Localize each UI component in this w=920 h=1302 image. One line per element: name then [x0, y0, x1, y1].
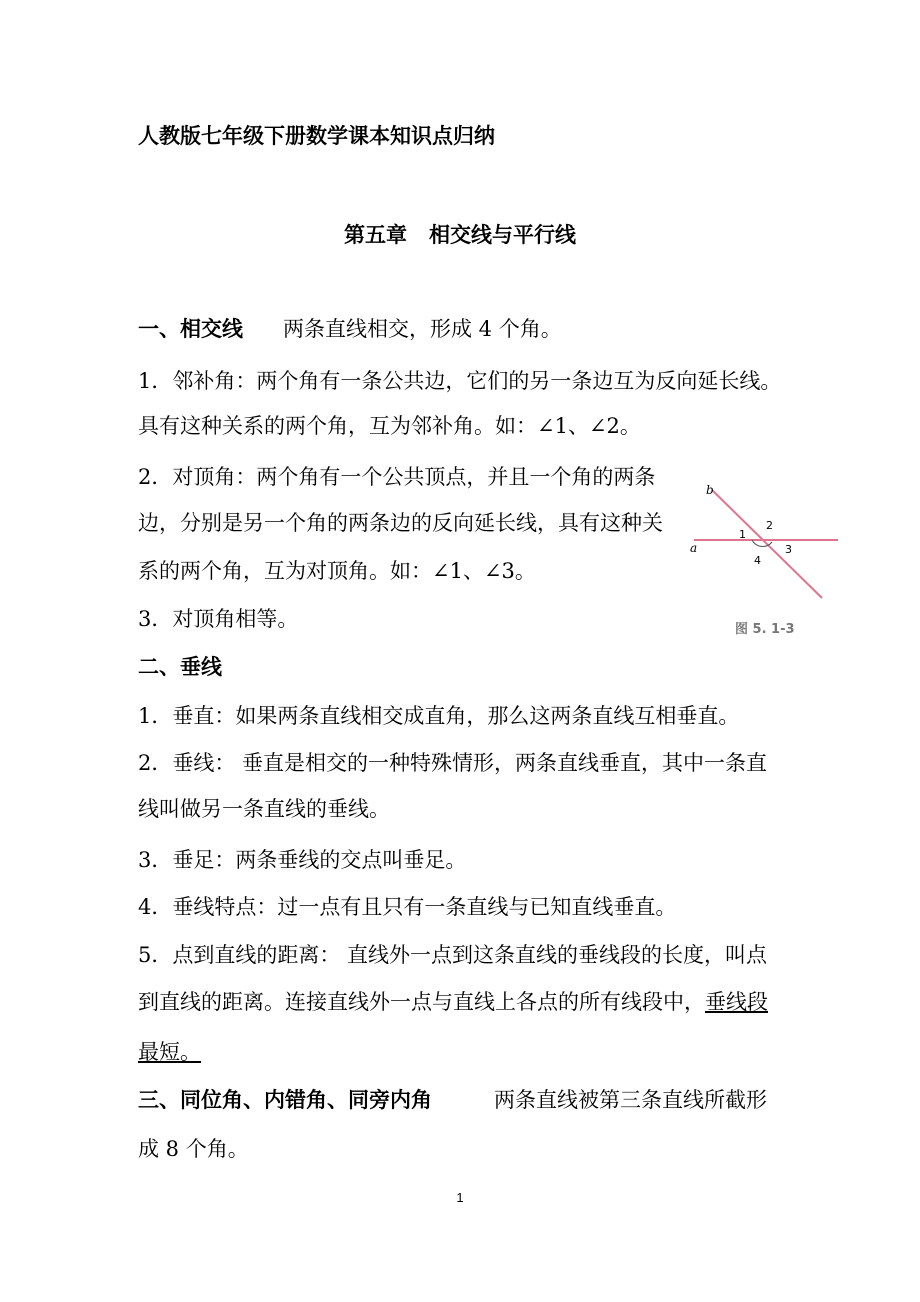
section-1-heading: 一、相交线: [138, 317, 243, 341]
section-3-intro: 两条直线被第三条直线所截形: [494, 1088, 767, 1112]
item-vertical-angles: 2．对顶角：两个角有一个公共顶点，并且一个角的两条: [138, 465, 656, 489]
angle-4-label: 4: [754, 554, 761, 567]
item-perpendicular-property: 4．垂线特点：过一点有且只有一条直线与已知直线垂直。: [138, 895, 677, 919]
document-title: 人教版七年级下册数学课本知识点归纳: [138, 124, 495, 148]
distance-text: 到直线的距离。连接直线外一点与直线上各点的所有线段中，: [138, 990, 705, 1014]
item-vertical-angles-equal: 3．对顶角相等。: [138, 607, 299, 631]
item-perpendicular-line-cont: 线叫做另一条直线的垂线。: [138, 797, 390, 821]
label-a: a: [690, 541, 698, 555]
chapter-number: 第五章: [344, 223, 407, 247]
chapter-heading: [0, 220, 920, 250]
chapter-title: 相交线与平行线: [429, 223, 576, 247]
figure-caption: 图 5. 1-3: [735, 622, 795, 637]
intersecting-lines-figure: [682, 478, 842, 638]
item-perpendicular: 1．垂直：如果两条直线相交成直角，那么这两条直线互相垂直。: [138, 704, 740, 728]
angle-2-label: 2: [766, 519, 773, 532]
section-1-heading-line: [138, 314, 562, 344]
angle-3-label: 3: [785, 543, 792, 556]
section-3-intro-cont: 成 8 个角。: [138, 1137, 249, 1161]
item-perpendicular-line: 2．垂线： 垂直是相交的一种特殊情形，两条直线垂直，其中一条直: [138, 751, 768, 775]
item-distance: 5．点到直线的距离： 直线外一点到这条直线的垂线段的长度，叫点: [138, 943, 768, 967]
item-distance-cont: [138, 987, 768, 1017]
section-2-heading: 二、垂线: [138, 655, 222, 679]
section-3-heading: 三、同位角、内错角、同旁内角: [138, 1088, 432, 1112]
item-vertical-angles-cont2: 系的两个角，互为对顶角。如：∠1、∠3。: [138, 559, 536, 583]
item-distance-end: 最短。: [138, 1040, 201, 1064]
item-vertical-angles-cont: 边，分别是另一个角的两条边的反向延长线，具有这种关: [138, 511, 663, 535]
page-number: 1: [456, 1190, 464, 1205]
section-3-heading-line: [138, 1085, 767, 1115]
distance-underlined: 垂线段: [705, 990, 768, 1014]
section-1-intro: 两条直线相交，形成 4 个角。: [283, 317, 562, 341]
line-b: [712, 490, 822, 598]
item-adjacent-angles: 1．邻补角：两个角有一条公共边，它们的另一条边互为反向延长线。: [138, 369, 782, 393]
label-b: b: [706, 483, 714, 497]
angle-1-label: 1: [739, 528, 746, 541]
item-foot: 3．垂足：两条垂线的交点叫垂足。: [138, 848, 467, 872]
item-adjacent-angles-cont: 具有这种关系的两个角，互为邻补角。如：∠1、∠2。: [138, 414, 641, 438]
